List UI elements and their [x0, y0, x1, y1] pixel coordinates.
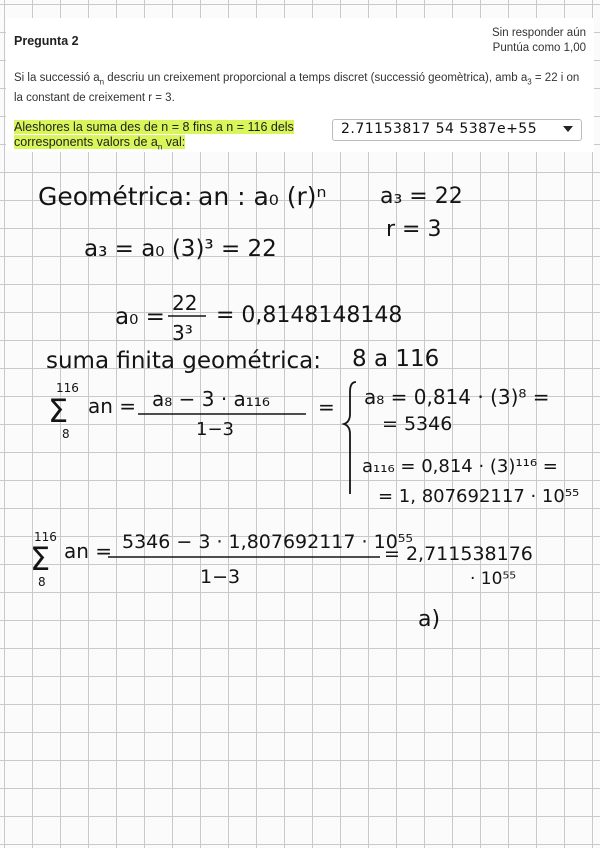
hw-final-power: · 10⁵⁵ — [470, 569, 517, 589]
hw-sum-denominator: 1−3 — [196, 419, 234, 440]
hw-final-an: an = — [64, 539, 113, 563]
hw-sum-range: 8 a 116 — [352, 346, 440, 372]
hw-brace — [344, 382, 356, 494]
hw-a8-result: = 5346 — [382, 413, 453, 435]
hw-a116-calc: a₁₁₆ = 0,814 · (3)¹¹⁶ = — [362, 456, 558, 477]
hw-geometric-label: Geométrica: — [38, 182, 193, 211]
hw-sum-an: an = — [88, 394, 137, 418]
hw-final-sigma-icon: Σ — [30, 540, 51, 578]
answer-selected-value: 2.71153817 54 5387e+55 — [341, 121, 538, 137]
hw-final-numerator: 5346 − 3 · 1,807692117 · 10⁵⁵ — [122, 531, 414, 553]
hw-a8-calc: a₈ = 0,814 · (3)⁸ = — [364, 385, 550, 409]
hw-sigma-icon: Σ — [48, 392, 69, 430]
hw-finite-sum-label: suma finita geométrica: — [46, 348, 321, 374]
hw-sum-lower: 8 — [62, 427, 70, 441]
hw-final-result: = 2,711538176 — [384, 543, 533, 565]
hw-general-term: an : a₀ (r)ⁿ — [198, 182, 327, 211]
question-prompt: Si la successió $a_n$ descriu un creixement proporcional a temps discret (successió geomètrica), amb $a_3 = 22$ i on la constant de creixement r = 3. — [14, 72, 580, 105]
hw-a0-numerator: 22 — [172, 291, 198, 315]
answer-status: Sin responder aún — [492, 27, 586, 39]
hw-answer-letter: a) — [418, 607, 441, 632]
hw-a0-label: a₀ = — [115, 304, 165, 330]
hw-a0-denominator: 3³ — [172, 321, 193, 345]
question-points: Puntúa como 1,00 — [492, 42, 586, 54]
highlighted-question: Aleshores la suma des de n = 8 fins a n = 116 dels corresponents valors de $a_n$ val: — [14, 120, 294, 152]
hw-r-value: r = 3 — [386, 217, 442, 242]
hw-sum-equals: = — [318, 395, 335, 419]
hw-sum-numerator: a₈ − 3 · a₁₁₆ — [152, 387, 270, 411]
hw-a116-result: = 1, 807692117 · 10⁵⁵ — [378, 486, 580, 507]
question-title: Pregunta 2 — [14, 34, 79, 48]
hw-a3-value: a₃ = 22 — [380, 184, 463, 209]
hw-final-denominator: 1−3 — [200, 566, 241, 588]
hw-final-sum-upper: 116 — [34, 530, 57, 544]
hw-a3-equation: a₃ = a₀ (3)³ = 22 — [84, 236, 277, 262]
hw-a0-result: = 0,8148148148 — [216, 303, 403, 328]
hw-final-sum-lower: 8 — [38, 575, 46, 589]
hw-sum-upper: 116 — [56, 381, 79, 395]
